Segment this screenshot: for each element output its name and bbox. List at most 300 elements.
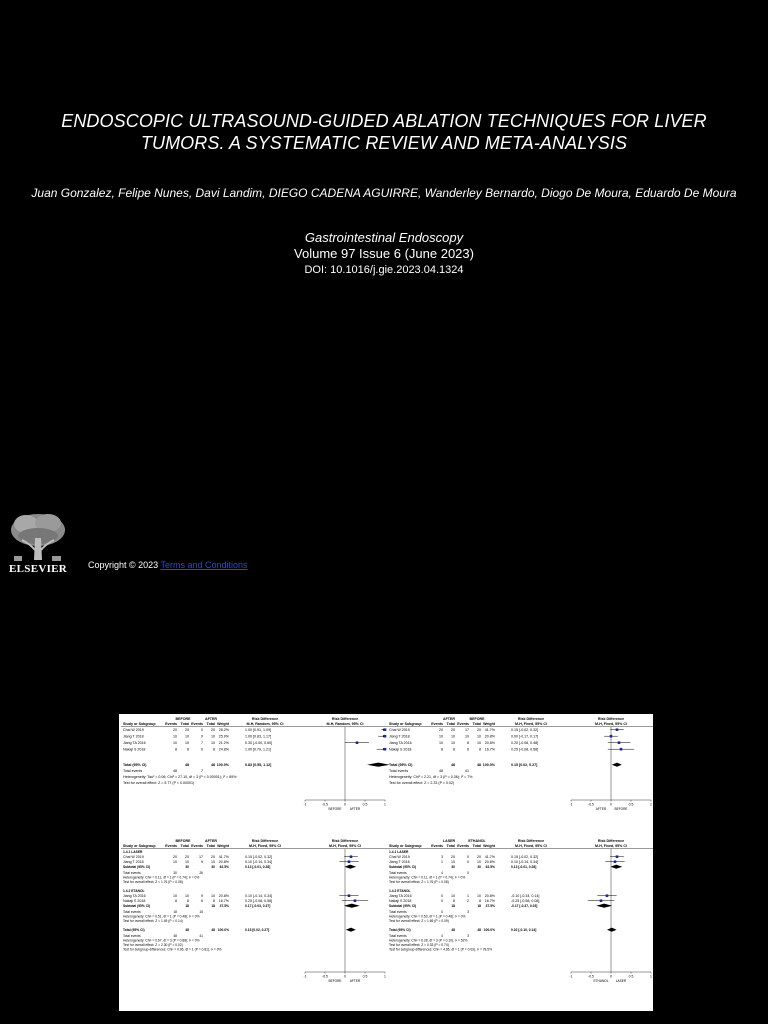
study-point-estimate	[356, 741, 359, 744]
column-header: Total	[206, 722, 215, 726]
effect-column-title: Risk Difference	[251, 717, 279, 721]
group2-events: 17	[465, 728, 469, 732]
overall-effect-text: Test for overall effect: Z = 5.77 (P < 0.00001)	[123, 781, 195, 785]
group2-total: 20	[211, 855, 215, 859]
group1-events: 3	[441, 855, 443, 859]
subtotal-label: Subtotal (95% CI)	[389, 865, 417, 869]
group1-total: 10	[451, 741, 455, 745]
plot-method-header: M-H, Fixed, 95% CI	[329, 844, 361, 848]
overall-effect-text: Test for overall effect: Z = 1.49 (P = 0.14)	[123, 919, 183, 923]
study-weight: 20.8%	[218, 894, 229, 898]
column-header: Events	[191, 844, 203, 848]
group2-total: 48	[211, 928, 215, 932]
effect-method-header: M-H, Fixed, 95% CI	[515, 722, 547, 726]
effect-column-title: Risk Difference	[251, 839, 279, 843]
group2-events: 17	[199, 855, 203, 859]
column-header: Total	[472, 844, 481, 848]
study-point-estimate	[606, 894, 609, 897]
column-header: Events	[165, 844, 177, 848]
heterogeneity-text: Heterogeneity: Chi² = 0.53, df = 1 (P = 0.46); I² = 0%	[389, 914, 466, 919]
group2-header: AFTER	[205, 839, 217, 843]
subgroup-heading: 1.4.1 LASER	[389, 850, 409, 854]
subtotal-effect-diamond	[611, 865, 623, 869]
subtotal-label: Total (95% CI)	[389, 928, 411, 932]
heterogeneity-text: Heterogeneity: Chi² = 6.28, df = 3 (P = 0.10); I² = 52%	[389, 938, 468, 943]
total-events-label: Total events	[123, 934, 141, 938]
total-label: Total (95% CI)	[123, 763, 147, 767]
study-weight: 20.8%	[484, 860, 495, 864]
group1-total: 10	[185, 860, 189, 864]
study-weight: 16.7%	[484, 899, 495, 903]
subtotal-label: Subtotal (95% CI)	[389, 904, 417, 908]
group1-events: 0	[441, 899, 443, 903]
study-point-estimate	[610, 735, 613, 738]
paper-title	[40, 110, 728, 154]
group1-events: 10	[173, 860, 177, 864]
subtotal-effect-diamond	[344, 904, 360, 908]
column-header: Total	[180, 844, 189, 848]
total-events-label: Total events	[389, 910, 407, 914]
effect-method-header: M-H, Fixed, 95% CI	[249, 844, 281, 848]
effect-column-title: Risk Difference	[517, 839, 545, 843]
group2-total: 10	[211, 734, 215, 739]
group2-total: 10	[211, 894, 215, 898]
total-events-label: Total events	[389, 871, 407, 875]
x-axis-tick-label: 1	[650, 974, 652, 979]
group1-events: 4	[441, 871, 443, 875]
group2-events: 9	[201, 860, 203, 864]
journal-name: Gastrointestinal Endoscopy	[304, 230, 464, 245]
group2-events: 8	[467, 741, 469, 745]
group2-events: 41	[199, 934, 203, 938]
group1-total: 48	[185, 928, 189, 932]
study-weight: 16.7%	[484, 747, 495, 752]
x-axis-tick-label: -0.5	[322, 802, 328, 807]
group2-events: 3	[467, 934, 469, 938]
group2-total: 10	[211, 741, 215, 745]
x-axis-tick-label: 0.5	[628, 974, 634, 979]
heterogeneity-text: Heterogeneity: Chi² = 0.11, df = 1 (P = 0.74); I² = 0%	[389, 875, 466, 880]
group2-total: 18	[477, 904, 481, 908]
study-point-estimate	[616, 855, 619, 858]
group1-header: BEFORE	[175, 839, 191, 843]
effect-method-header: M-H, Fixed, 95% CI	[515, 844, 547, 848]
subtotal-label: Total (95% CI)	[123, 928, 145, 932]
column-header: Total	[206, 844, 215, 848]
group2-total: 20	[477, 728, 481, 732]
group2-total: 30	[477, 865, 481, 869]
subtotal-weight: 62.5%	[219, 865, 229, 869]
journal-doi: DOI: 10.1016/j.gie.2023.04.1324	[304, 264, 464, 276]
group2-events: 15	[199, 910, 203, 914]
study-effect-ci: 0.15 [-0.02, 0.32]	[511, 855, 539, 859]
group1-total: 8	[187, 899, 189, 903]
total-events-label: Total events	[123, 871, 141, 875]
journal-volume: Volume 97 Issue 6 (June 2023)	[294, 246, 474, 261]
study-effect-ci: -0.10 [-0.34, 0.14]	[511, 894, 540, 898]
study-name: Jiang TA 2016	[123, 741, 146, 745]
study-weight: 41.7%	[484, 855, 495, 859]
group1-events: 20	[439, 728, 443, 732]
group1-events: 48	[439, 769, 443, 773]
total-events-label: Total events	[389, 769, 409, 773]
favours-right-label: AFTER	[349, 807, 361, 811]
total-effect-ci: 0.83 [0.55, 1.12]	[245, 763, 272, 767]
subtotal-effect-diamond	[346, 928, 356, 932]
column-header: Events	[457, 722, 469, 726]
favours-right-label: BEFORE	[614, 807, 628, 811]
subtotal-weight: 37.5%	[219, 904, 229, 908]
group1-total: 30	[185, 865, 189, 869]
study-name: Nakaji S 2018	[389, 899, 412, 903]
total-weight: 100.0%	[482, 763, 495, 767]
group2-total: 10	[211, 860, 215, 864]
group2-total: 30	[211, 865, 215, 869]
forest-plot-figure	[119, 714, 653, 1011]
group1-total: 48	[185, 763, 189, 767]
study-weight: 21.2%	[218, 741, 229, 745]
plot-column-title: Risk Difference	[597, 717, 625, 721]
study-weight: 20.8%	[484, 734, 495, 739]
copyright-text: Copyright © 2023	[88, 560, 159, 570]
study-effect-ci: 1.00 [0.79, 1.21]	[245, 747, 271, 752]
group1-events: 48	[173, 934, 177, 938]
group2-total: 48	[211, 763, 215, 767]
paper-title-line-1: ENDOSCOPIC ULTRASOUND-GUIDED ABLATION TECHNIQUES FOR LIVER	[61, 111, 707, 131]
study-effect-ci: 0.10 [-0.14, 0.34]	[511, 860, 539, 864]
subtotal-effect-diamond	[345, 865, 357, 869]
overall-effect-text: Test for overall effect: Z = 2.33 (P = 0.02)	[389, 781, 455, 785]
study-point-estimate	[384, 748, 387, 751]
study-name: Nakaji S 2018	[123, 747, 146, 752]
terms-link[interactable]: Terms and Conditions	[160, 560, 248, 570]
group2-total: 20	[211, 728, 215, 732]
study-weight: 24.8%	[218, 747, 229, 752]
subtotal-label: Subtotal (95% CI)	[123, 865, 151, 869]
subtotal-effect-ci: 0.13 [-0.01, 0.28]	[245, 865, 271, 869]
group1-events: 20	[173, 855, 177, 859]
study-column-header: Study or Subgroup	[389, 844, 422, 848]
group1-header: BEFORE	[175, 717, 191, 721]
subtotal-weight: 100.0%	[217, 928, 229, 932]
group1-events: 10	[173, 734, 177, 739]
overall-effect-text: Test for overall effect: Z = 2.30 (P = 0.02)	[123, 943, 183, 947]
group1-total: 18	[451, 904, 455, 908]
study-point-estimate	[348, 894, 351, 897]
forest-plot-svg	[119, 714, 653, 1011]
group1-events: 0	[441, 910, 443, 914]
subtotal-weight: 37.5%	[485, 904, 495, 908]
overall-effect-text: Test for overall effect: Z = 1.69 (P = 0.09)	[389, 919, 449, 923]
effect-method-header: M-H, Random, 95% CI	[246, 722, 284, 726]
favours-left-label: BEFORE	[328, 807, 342, 811]
column-header: Total	[180, 722, 189, 726]
group1-events: 8	[441, 747, 443, 752]
group1-events: 18	[173, 910, 177, 914]
study-effect-ci: 0.10 [-0.14, 0.34]	[245, 894, 273, 898]
study-effect-ci: -0.25 [-0.58, 0.08]	[511, 899, 540, 903]
study-effect-ci: 0.10 [-0.14, 0.34]	[245, 860, 273, 864]
group2-events: 9	[201, 894, 203, 898]
group1-events: 1	[441, 860, 443, 864]
study-effect-ci: 0.15 [-0.02, 0.32]	[511, 728, 539, 732]
group1-total: 10	[185, 741, 189, 745]
overall-effect-text: Test for overall effect: Z = 1.76 (P = 0.08)	[389, 880, 449, 884]
group2-header: BEFORE	[469, 717, 485, 721]
x-axis-tick-label: -0.5	[588, 974, 594, 979]
plot-column-title: Risk Difference	[331, 839, 359, 843]
group1-total: 20	[451, 728, 455, 732]
favours-left-label: ETHANOL	[593, 979, 609, 983]
group2-events: 10	[465, 734, 469, 739]
study-point-estimate	[600, 899, 603, 902]
group1-total: 8	[453, 747, 455, 752]
group1-header: LASER	[442, 839, 456, 843]
effect-column-title: Risk Difference	[517, 717, 545, 721]
group2-events: 0	[201, 728, 203, 732]
study-name: Jiang TA 2016	[389, 741, 412, 745]
study-name: Nakaji S 2018	[389, 747, 412, 752]
total-events-label: Total events	[389, 934, 407, 938]
plot-column-title: Risk Difference	[331, 717, 359, 721]
study-column-header: Study or Subgroup	[123, 844, 156, 848]
x-axis-tick-label: 0.5	[628, 802, 634, 807]
group1-total: 48	[451, 928, 455, 932]
study-point-estimate	[620, 748, 623, 751]
study-name: Chai W 2019	[389, 728, 410, 732]
overall-effect-text: Test for overall effect: Z = 0.33 (P = 0.74)	[389, 943, 449, 947]
x-axis-tick-label: -1	[303, 802, 307, 807]
study-column-header: Study or Subgroup	[123, 722, 156, 726]
column-header: Total	[446, 722, 455, 726]
study-weight: 41.7%	[218, 855, 229, 859]
group2-total: 10	[477, 894, 481, 898]
favours-left-label: AFTER	[595, 807, 607, 811]
x-axis-tick-label: 0	[610, 974, 612, 979]
overall-effect-text: Test for overall effect: Z = 1.76 (P = 0.08)	[123, 880, 183, 884]
group2-total: 8	[213, 899, 215, 903]
x-axis-tick-label: -1	[569, 974, 573, 979]
group2-events: 6	[467, 747, 469, 752]
group1-events: 10	[173, 894, 177, 898]
study-effect-ci: 0.00 [-0.17, 0.17]	[511, 734, 539, 739]
subtotal-effect-ci: 0.02 [-0.10, 0.14]	[511, 928, 537, 932]
heterogeneity-text: Heterogeneity: Chi² = 0.11, df = 1 (P = 0.74); I² = 0%	[123, 875, 200, 880]
subtotal-effect-ci: -0.17 [-0.37, 0.03]	[511, 904, 538, 908]
subtotal-effect-ci: 0.17 [-0.03, 0.37]	[245, 904, 271, 908]
group2-events: 26	[199, 871, 203, 875]
heterogeneity-text: Heterogeneity: Chi² = 2.21, df = 3 (P = 0.36); I² = 7%	[389, 775, 473, 779]
study-weight: 16.7%	[218, 899, 229, 903]
study-weight: 41.7%	[484, 728, 495, 732]
group2-events: 7	[201, 769, 203, 773]
study-point-estimate	[348, 860, 351, 863]
group1-total: 10	[185, 734, 189, 739]
favours-right-label: LASER	[615, 979, 627, 983]
heterogeneity-text: Heterogeneity: Chi² = 0.51, df = 1 (P = 0.48); I² = 0%	[123, 914, 200, 919]
x-axis-tick-label: 0	[344, 802, 346, 807]
group2-events: 0	[201, 747, 203, 752]
study-name: Nakaji S 2018	[123, 899, 146, 903]
study-weight: 28.2%	[218, 728, 229, 732]
group1-events: 10	[439, 734, 443, 739]
study-name: Jiang T 2018	[389, 734, 410, 739]
plot-method-header: M-H, Fixed, 95% CI	[595, 722, 627, 726]
group2-total: 20	[477, 855, 481, 859]
total-label: Total (95% CI)	[389, 763, 413, 767]
pooled-effect-diamond	[612, 763, 622, 767]
study-point-estimate	[618, 741, 621, 744]
group2-events: 0	[467, 860, 469, 864]
group2-events: 41	[465, 769, 469, 773]
x-axis-tick-label: 0.5	[362, 802, 368, 807]
group2-total: 10	[477, 741, 481, 745]
x-axis-tick-label: -0.5	[588, 802, 594, 807]
group1-total: 8	[453, 899, 455, 903]
study-column-header: Study or Subgroup	[389, 722, 422, 726]
subtotal-label: Subtotal (95% CI)	[123, 904, 151, 908]
study-weight: 20.8%	[218, 860, 229, 864]
group2-total: 10	[477, 860, 481, 864]
heterogeneity-text: Heterogeneity: Chi² = 0.67, df = 3 (P = 0.88); I² = 0%	[123, 938, 200, 943]
subtotal-weight: 100.0%	[483, 928, 495, 932]
author-list: Juan Gonzalez, Felipe Nunes, Davi Landim, DIEGO CADENA AGUIRRE, Wanderley Bernardo, Diogo De Moura, Eduardo De Moura	[31, 186, 737, 200]
study-effect-ci: 0.30 [-0.00, 0.60]	[245, 741, 273, 745]
group2-events: 0	[467, 871, 469, 875]
group1-events: 0	[441, 894, 443, 898]
study-name: Jiang T 2018	[389, 860, 410, 864]
group2-events: 7	[201, 741, 203, 745]
study-name: Chai W 2019	[123, 855, 144, 859]
group1-total: 30	[451, 865, 455, 869]
subtotal-effect-diamond	[607, 928, 617, 932]
study-effect-ci: 0.15 [-0.02, 0.32]	[245, 855, 273, 859]
x-axis-tick-label: 1	[384, 974, 386, 979]
plot-column-title: Risk Difference	[597, 839, 625, 843]
study-point-estimate	[384, 728, 387, 731]
subgroup-heading: 1.4.2 ETANOL	[123, 889, 145, 893]
study-name: Chai W 2019	[389, 855, 410, 859]
group2-header: ETHANOL	[468, 839, 486, 843]
subgroup-heading: 1.4.2 ETANOL	[389, 889, 411, 893]
column-header: Weight	[483, 722, 495, 726]
journal-info	[0, 230, 768, 278]
group1-events: 8	[175, 899, 177, 903]
study-weight: 20.8%	[484, 741, 495, 745]
group2-events: 1	[467, 894, 469, 898]
study-effect-ci: 0.25 [-0.08, 0.58]	[245, 899, 273, 903]
group2-events: 0	[467, 855, 469, 859]
x-axis-tick-label: 0	[344, 974, 346, 979]
column-header: Weight	[483, 844, 495, 848]
group1-events: 8	[175, 747, 177, 752]
plot-method-header: M-H, Fixed, 95% CI	[595, 844, 627, 848]
group2-total: 10	[477, 734, 481, 739]
group1-total: 20	[185, 728, 189, 732]
study-effect-ci: 0.25 [-0.08, 0.58]	[511, 747, 539, 752]
column-header: Events	[191, 722, 203, 726]
study-point-estimate	[350, 855, 353, 858]
group2-events: 2	[467, 899, 469, 903]
x-axis-tick-label: 1	[384, 802, 386, 807]
pooled-effect-diamond	[367, 763, 390, 767]
study-name: Jiang TA 2016	[389, 894, 412, 898]
group2-total: 8	[479, 899, 481, 903]
favours-left-label: BEFORE	[328, 979, 342, 983]
study-name: Jiang TA 2016	[123, 894, 146, 898]
group1-total: 10	[451, 860, 455, 864]
group1-total: 10	[185, 894, 189, 898]
subtotal-effect-ci: 0.13 [-0.01, 0.28]	[511, 865, 537, 869]
column-header: Total	[472, 722, 481, 726]
group2-header: AFTER	[205, 717, 217, 721]
group1-header: AFTER	[443, 717, 455, 721]
column-header: Events	[431, 722, 443, 726]
copyright-line	[88, 560, 248, 570]
group1-total: 20	[451, 855, 455, 859]
group2-total: 8	[213, 747, 215, 752]
group1-total: 10	[451, 894, 455, 898]
x-axis-tick-label: -1	[569, 802, 573, 807]
group1-events: 30	[173, 871, 177, 875]
study-weight: 20.8%	[484, 894, 495, 898]
subgroup-differences-text: Test for subgroup differences: Chi² = 4.65, df = 1 (P = 0.03), I² = 78.5%	[389, 947, 493, 952]
subtotal-effect-diamond	[596, 904, 612, 908]
study-point-estimate	[384, 735, 387, 738]
column-header: Events	[431, 844, 443, 848]
column-header: Events	[457, 844, 469, 848]
favours-right-label: AFTER	[349, 979, 361, 983]
study-point-estimate	[354, 899, 357, 902]
study-effect-ci: 1.00 [0.83, 1.17]	[245, 734, 271, 739]
subtotal-weight: 62.5%	[485, 865, 495, 869]
elsevier-logo-text: ELSEVIER	[9, 563, 68, 575]
x-axis-tick-label: 0.5	[362, 974, 368, 979]
group1-total: 18	[185, 904, 189, 908]
study-effect-ci: 0.20 [-0.08, 0.48]	[511, 741, 539, 745]
group1-events: 48	[173, 769, 177, 773]
group1-events: 20	[173, 728, 177, 732]
total-weight: 100.0%	[216, 763, 229, 767]
column-header: Events	[165, 722, 177, 726]
group1-total: 48	[451, 763, 455, 767]
group2-events: 3	[467, 910, 469, 914]
column-header: Weight	[217, 844, 229, 848]
subtotal-effect-ci: 0.15 [0.02, 0.27]	[245, 928, 270, 932]
group1-events: 10	[173, 741, 177, 745]
group1-events: 4	[441, 934, 443, 938]
study-weight: 25.9%	[218, 734, 229, 739]
total-events-label: Total events	[123, 910, 141, 914]
subgroup-differences-text: Test for subgroup differences: Chi² = 0.06, df = 1 (P = 0.81), I² = 0%	[123, 947, 222, 952]
group2-total: 48	[477, 928, 481, 932]
x-axis-tick-label: -0.5	[322, 974, 328, 979]
heterogeneity-text: Heterogeneity: Tau² = 0.06; Chi² = 27.10, df = 3 (P < 0.00001); I² = 89%	[123, 775, 237, 779]
group1-total: 8	[187, 747, 189, 752]
study-point-estimate	[616, 728, 619, 731]
study-effect-ci: 1.00 [0.91, 1.09]	[245, 728, 271, 732]
study-name: Chai W 2019	[123, 728, 144, 732]
paper-title-line-2: TUMORS. A SYSTEMATIC REVIEW AND META-ANALYSIS	[140, 133, 628, 153]
study-point-estimate	[614, 860, 617, 863]
group2-events: 6	[201, 899, 203, 903]
study-name: Jiang T 2018	[123, 734, 144, 739]
subgroup-heading: 1.4.1 LASER	[123, 850, 143, 854]
group1-total: 10	[451, 734, 455, 739]
group1-events: 10	[439, 741, 443, 745]
total-effect-ci: 0.15 [0.02, 0.27]	[511, 763, 538, 767]
study-name: Jiang T 2018	[123, 860, 144, 864]
